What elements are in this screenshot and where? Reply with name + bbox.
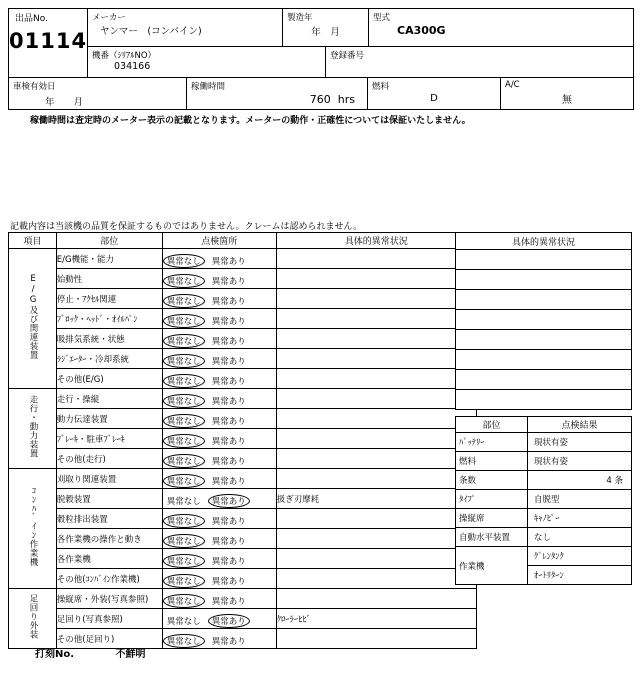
part-name: ﾗｼﾞｴｰﾀｰ・冷却系統 — [56, 349, 162, 369]
check-options — [162, 249, 276, 269]
abnormality-note — [276, 309, 476, 329]
abnormal-row-cell — [456, 370, 632, 390]
no-abnormality-option: 異常なし — [163, 274, 205, 288]
inspection-row — [9, 249, 477, 269]
exhibit-no-label: 出品No. — [15, 14, 48, 24]
inspection-row — [9, 529, 477, 549]
check-options — [162, 549, 276, 569]
part-name: 走行・操縦 — [56, 389, 162, 409]
check-options — [162, 329, 276, 349]
result-row — [456, 471, 632, 490]
check-options — [162, 349, 276, 369]
inspection-row — [9, 469, 477, 489]
abnormality-note: ｸﾛｰﾗｰﾋﾋﾞ — [276, 609, 476, 629]
abnormality-note — [276, 549, 476, 569]
abnormality-note — [276, 589, 476, 609]
hours-unit: hrs — [337, 93, 355, 106]
right-panel — [455, 232, 632, 585]
inspection-row — [9, 329, 477, 349]
quality-disclaimer: 記載内容は当該機の品質を保証するものではありません。クレームは認められません。 — [10, 222, 363, 232]
stamp-number-line — [35, 645, 146, 660]
abnormal-row-cell — [456, 350, 632, 370]
part-name: 吸排気系統・状態 — [56, 329, 162, 349]
part-name: 刈取り関連装置 — [56, 469, 162, 489]
inspection-date-cell — [9, 78, 186, 109]
abnormality-note — [276, 329, 476, 349]
abnormality-option: 異常あり — [208, 614, 250, 628]
inspection-row — [9, 289, 477, 309]
abnormality-option: 異常あり — [211, 337, 246, 347]
abnormal-row-cell — [456, 270, 632, 290]
abnormal-row — [456, 290, 632, 310]
inspection-row — [9, 389, 477, 409]
no-abnormality-option: 異常なし — [163, 514, 205, 528]
abnormality-note — [276, 409, 476, 429]
result-value: ｵｰﾄﾘﾀｰﾝ — [528, 566, 632, 585]
no-abnormality-option: 異常なし — [163, 374, 205, 388]
no-abnormality-option: 異常なし — [163, 434, 205, 448]
abnormality-option: 異常あり — [211, 297, 246, 307]
part-name: 各作業機 — [56, 549, 162, 569]
check-options — [162, 629, 276, 649]
check-options — [162, 489, 276, 509]
exhibit-no-cell — [9, 9, 88, 77]
inspection-rows — [9, 249, 477, 649]
header-row-3 — [9, 77, 633, 109]
result-col-part: 部位 — [456, 417, 528, 433]
abnormal-row — [456, 310, 632, 330]
registration-cell — [325, 47, 633, 77]
fuel-cell — [367, 78, 500, 109]
inspection-date-value: 年 月 — [45, 97, 84, 108]
abnormality-note — [276, 249, 476, 269]
part-name: 停止・ｱｸｾﾙ関連 — [56, 289, 162, 309]
inspection-row — [9, 449, 477, 469]
inspection-row — [9, 429, 477, 449]
part-name: その他(走行) — [56, 449, 162, 469]
abnormality-option: 異常あり — [211, 557, 246, 567]
part-name: 動力伝達装置 — [56, 409, 162, 429]
abnormality-note — [276, 429, 476, 449]
col-header-category: 項目 — [9, 233, 57, 249]
no-abnormality-option: 異常なし — [163, 354, 205, 368]
hours-disclaimer-note: 稼働時間は査定時のメーター表示の記載となります。メーターの動作・正確性については保証いたしません。 — [30, 116, 471, 126]
no-abnormality-option: 異常なし — [163, 474, 205, 488]
header-right-block — [88, 9, 633, 77]
abnormal-row-cell — [456, 250, 632, 270]
group-label — [9, 589, 57, 649]
maker-cell — [88, 9, 282, 46]
group-label-text: 走行・動力装置 — [28, 395, 39, 458]
abnormal-row — [456, 330, 632, 350]
group-label-text: 足回り外装 — [28, 594, 39, 639]
abnormality-note: 扱ぎ刃摩耗 — [276, 489, 476, 509]
header-row-2 — [88, 46, 633, 77]
abnormality-option: 異常あり — [211, 357, 246, 367]
part-name: ﾌﾞﾚｰｷ・駐車ﾌﾞﾚｰｷ — [56, 429, 162, 449]
serial-cell — [88, 47, 325, 77]
part-name: E/G機能・能力 — [56, 249, 162, 269]
no-abnormality-option: 異常なし — [163, 294, 205, 308]
ac-value: 無 — [562, 95, 572, 106]
check-options — [162, 409, 276, 429]
result-rows — [456, 433, 632, 585]
no-abnormality-option: 異常なし — [163, 554, 205, 568]
part-name: 穀粒排出装置 — [56, 509, 162, 529]
result-table — [455, 416, 632, 585]
serial-value: 034166 — [114, 61, 151, 72]
col-header-checkpoint: 点検箇所 — [162, 233, 276, 249]
abnormal-row — [456, 370, 632, 390]
abnormal-row-cell — [456, 290, 632, 310]
check-options — [162, 389, 276, 409]
result-row — [456, 509, 632, 528]
group-label-text: E/G及び関連装置 — [28, 273, 39, 360]
hours-number: 760 — [309, 93, 331, 106]
result-label: ﾊﾞｯﾃﾘｰ — [456, 433, 528, 452]
inspection-date-label: 車検有効日 — [13, 82, 56, 92]
result-value: 現状有姿 — [528, 433, 632, 452]
check-options — [162, 569, 276, 589]
check-options — [162, 269, 276, 289]
no-abnormality-option: 異常なし — [163, 574, 205, 588]
check-options — [162, 429, 276, 449]
part-name: 各作業機の操作と動き — [56, 529, 162, 549]
check-options — [162, 309, 276, 329]
result-value: ｸﾞﾚﾝﾀﾝｸ — [528, 547, 632, 566]
header-top-rows — [9, 9, 633, 77]
result-label: ﾀｲﾌﾟ — [456, 490, 528, 509]
no-abnormality-option: 異常なし — [163, 454, 205, 468]
abnormality-option: 異常あり — [211, 437, 246, 447]
abnormality-option: 異常あり — [211, 257, 246, 267]
model-cell — [368, 9, 633, 46]
check-options — [162, 529, 276, 549]
inspection-row — [9, 569, 477, 589]
abnormality-option: 異常あり — [211, 517, 246, 527]
inspection-row — [9, 309, 477, 329]
operating-hours-cell — [186, 78, 367, 109]
inspection-row — [9, 369, 477, 389]
inspection-row — [9, 409, 477, 429]
abnormality-option: 異常あり — [211, 537, 246, 547]
inspection-row — [9, 349, 477, 369]
abnormality-option: 異常あり — [211, 277, 246, 287]
abnormality-note — [276, 369, 476, 389]
ac-label: A/C — [505, 80, 520, 90]
mfg-year-label: 製造年 — [287, 13, 313, 23]
abnormality-option: 異常あり — [211, 577, 246, 587]
stamp-number-label: 打刻No. — [35, 649, 75, 660]
abnormality-option: 異常あり — [211, 377, 246, 387]
part-name: ﾌﾞﾛｯｸ・ﾍｯﾄﾞ・ｵｲﾙﾊﾟﾝ — [56, 309, 162, 329]
abnormality-option: 異常あり — [211, 317, 246, 327]
inspection-row — [9, 609, 477, 629]
inspection-row — [9, 549, 477, 569]
inspection-row — [9, 589, 477, 609]
part-name: その他(ｺﾝﾊﾞｲﾝ作業機) — [56, 569, 162, 589]
result-row — [456, 490, 632, 509]
abnormal-row — [456, 350, 632, 370]
operating-hours-label: 稼働時間 — [191, 82, 226, 92]
stamp-number-value: 不鮮明 — [115, 649, 146, 660]
result-value: 自脱型 — [528, 490, 632, 509]
part-name: 足回り(写真参照) — [56, 609, 162, 629]
maker-value: ヤンマー (コンバイン) — [100, 26, 202, 37]
abnormality-option: 異常あり — [208, 494, 250, 508]
header-table — [8, 8, 634, 110]
part-name: 操縦席・外装(写真参照) — [56, 589, 162, 609]
result-label: 作業機 — [456, 547, 528, 585]
col-header-abnormality: 具体的異常状況 — [276, 233, 476, 249]
mfg-year-cell — [282, 9, 368, 46]
check-options — [162, 509, 276, 529]
result-value: なし — [528, 528, 632, 547]
abnormality-note — [276, 389, 476, 409]
abnormality-note — [276, 449, 476, 469]
result-label: 操縦席 — [456, 509, 528, 528]
abnormality-option: 異常あり — [211, 637, 246, 647]
part-name: 脱穀装置 — [56, 489, 162, 509]
check-options — [162, 589, 276, 609]
part-name: 始動性 — [56, 269, 162, 289]
abnormal-header-row — [456, 233, 632, 250]
inspection-row — [9, 269, 477, 289]
no-abnormality-option: 異常なし — [166, 617, 201, 627]
inspection-table — [8, 232, 477, 649]
header-row-1 — [88, 9, 633, 46]
abnormal-table-title: 具体的異常状況 — [456, 233, 632, 250]
group-label — [9, 469, 57, 589]
abnormal-rows — [456, 250, 632, 410]
abnormality-note — [276, 569, 476, 589]
abnormality-note — [276, 289, 476, 309]
result-label: 燃料 — [456, 452, 528, 471]
abnormality-note — [276, 529, 476, 549]
result-value: ｷｬﾉﾋﾟｰ — [528, 509, 632, 528]
no-abnormality-option: 異常なし — [163, 414, 205, 428]
inspection-header-row — [9, 233, 477, 249]
result-row — [456, 433, 632, 452]
abnormal-row — [456, 390, 632, 410]
no-abnormality-option: 異常なし — [163, 534, 205, 548]
inspection-row — [9, 509, 477, 529]
no-abnormality-option: 異常なし — [163, 334, 205, 348]
abnormality-option: 異常あり — [211, 597, 246, 607]
part-name: その他(足回り) — [56, 629, 162, 649]
check-options — [162, 369, 276, 389]
group-label — [9, 249, 57, 389]
ac-cell — [500, 78, 633, 109]
abnormality-note — [276, 469, 476, 489]
check-options — [162, 449, 276, 469]
result-row — [456, 528, 632, 547]
abnormality-option: 異常あり — [211, 457, 246, 467]
result-value: 現状有姿 — [528, 452, 632, 471]
fuel-value: D — [430, 93, 438, 104]
abnormality-note — [276, 509, 476, 529]
abnormality-option: 異常あり — [211, 397, 246, 407]
no-abnormality-option: 異常なし — [163, 634, 205, 648]
abnormal-row-cell — [456, 310, 632, 330]
serial-label: 機番（ｼﾘｱﾙNO） — [92, 51, 157, 61]
operating-hours-value — [187, 93, 367, 106]
abnormality-option: 異常あり — [211, 417, 246, 427]
result-col-result: 点検結果 — [528, 417, 632, 433]
abnormality-note — [276, 629, 476, 649]
inspection-row — [9, 489, 477, 509]
result-value: 4 条 — [528, 471, 632, 490]
model-value: CA300G — [397, 24, 446, 37]
abnormal-row-cell — [456, 330, 632, 350]
no-abnormality-option: 異常なし — [163, 254, 205, 268]
exhibit-no-value: 01114 — [9, 29, 88, 53]
registration-label: 登録番号 — [330, 51, 365, 61]
no-abnormality-option: 異常なし — [163, 594, 205, 608]
result-header-row — [456, 417, 632, 433]
group-label — [9, 389, 57, 469]
result-row — [456, 452, 632, 471]
col-header-part: 部位 — [56, 233, 162, 249]
no-abnormality-option: 異常なし — [163, 394, 205, 408]
abnormal-table — [455, 232, 632, 410]
result-label: 自動水平装置 — [456, 528, 528, 547]
abnormal-row — [456, 270, 632, 290]
abnormality-note — [276, 269, 476, 289]
no-abnormality-option: 異常なし — [166, 497, 201, 507]
part-name: その他(E/G) — [56, 369, 162, 389]
check-options — [162, 289, 276, 309]
abnormal-row — [456, 250, 632, 270]
mfg-year-value: 年 月 — [311, 27, 340, 38]
abnormal-row-cell — [456, 390, 632, 410]
result-row — [456, 547, 632, 566]
maker-label: メーカー — [92, 13, 126, 23]
no-abnormality-option: 異常なし — [163, 314, 205, 328]
check-options — [162, 469, 276, 489]
fuel-label: 燃料 — [372, 82, 390, 92]
model-label: 型式 — [373, 13, 391, 23]
check-options — [162, 609, 276, 629]
abnormality-note — [276, 349, 476, 369]
abnormality-option: 異常あり — [211, 477, 246, 487]
result-label: 条数 — [456, 471, 528, 490]
group-label-text: ｺﾝﾊﾞｲﾝ作業機 — [28, 486, 39, 567]
